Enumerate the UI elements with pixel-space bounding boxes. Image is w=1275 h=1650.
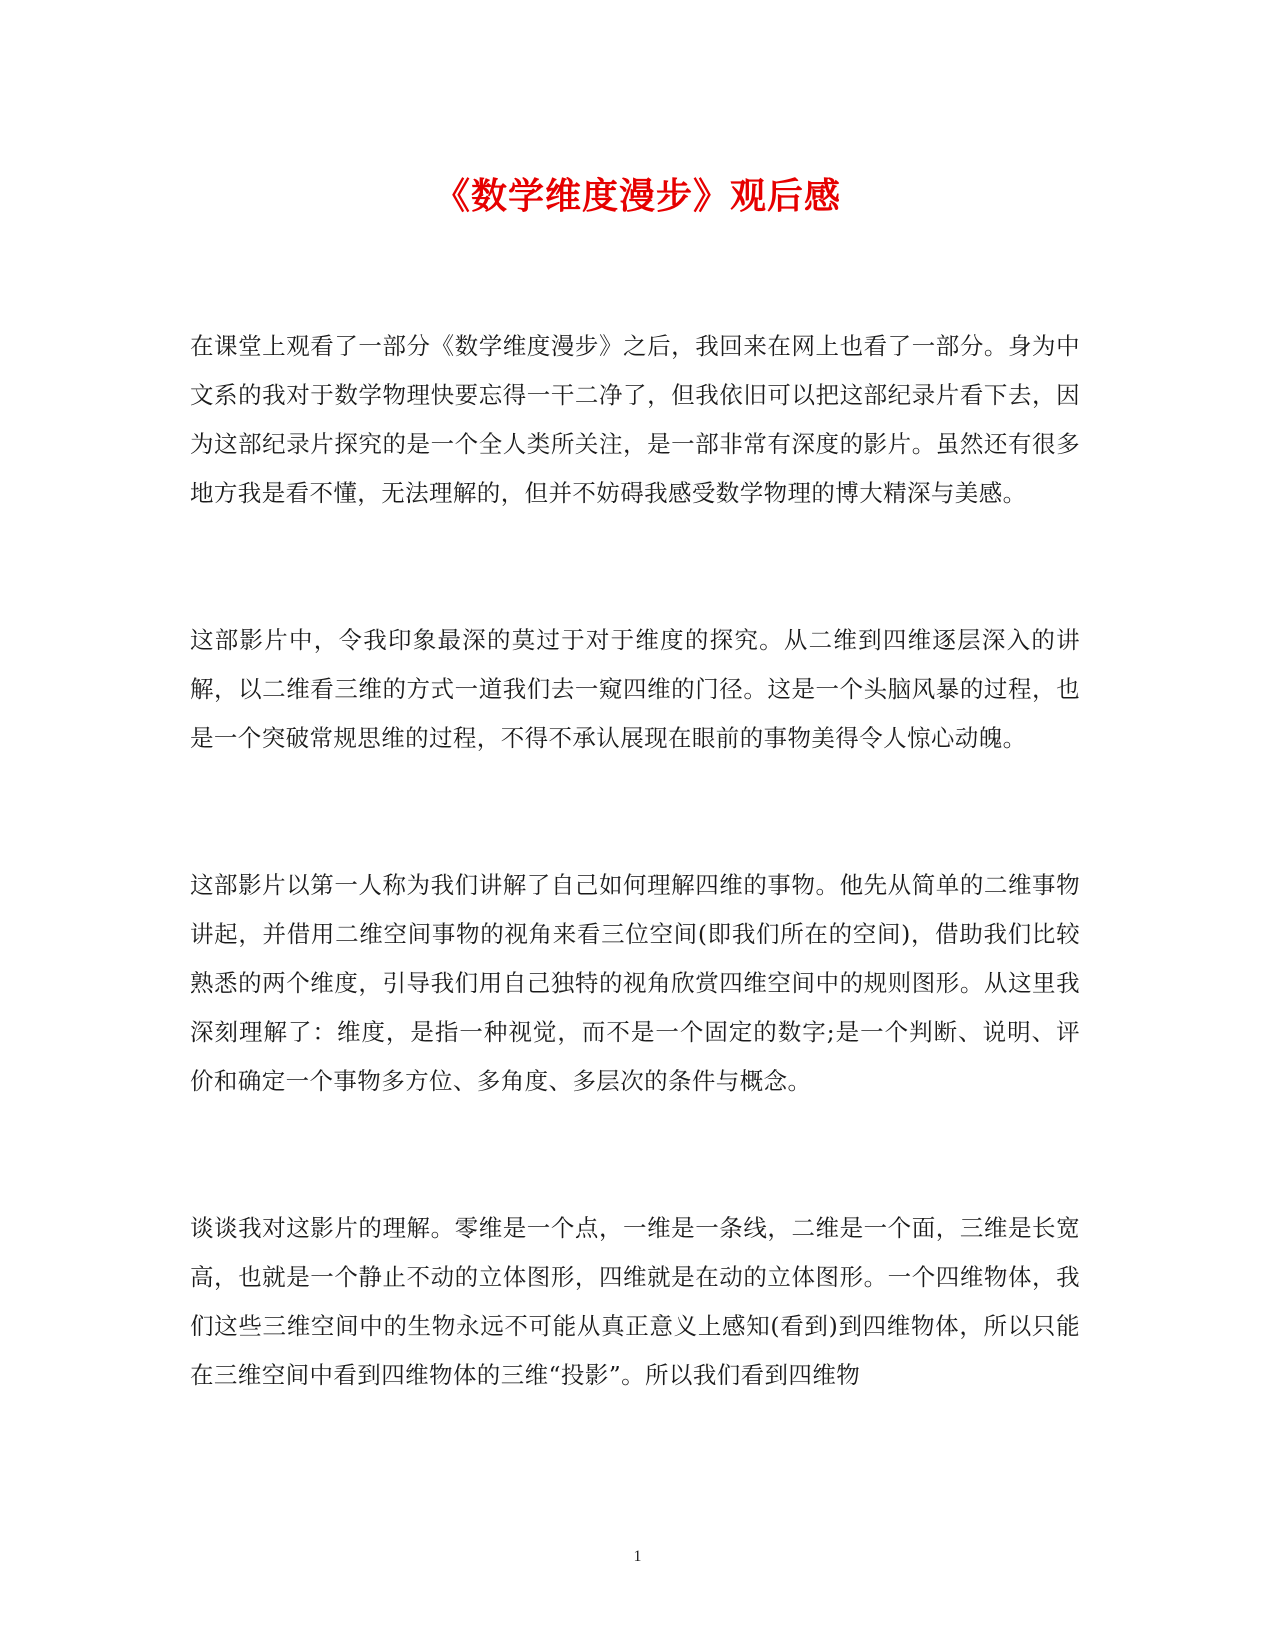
document-title: 《数学维度漫步》观后感	[433, 175, 841, 217]
paragraph-4: 谈谈我对这影片的理解。零维是一个点，一维是一条线，二维是一个面，三维是长宽高，也就是一个静止不动的立体图形，四维就是在动的立体图形。一个四维物体，我们这些三维空间中的生物永远不可能从真正意义上感知(看到)到四维物体，所以只能在三维空间中看到四维物体的三维“投影”。所以我们看到四维物	[190, 1214, 1080, 1389]
paragraph-3: 这部影片以第一人称为我们讲解了自己如何理解四维的事物。他先从简单的二维事物讲起，并借用二维空间事物的视角来看三位空间(即我们所在的空间)，借助我们比较熟悉的两个维度，引导我们用自己独特的视角欣赏四维空间中的规则图形。从这里我深刻理解了：维度，是指一种视觉，而不是一个固定的数字;是一个判断、说明、评价和确定一个事物多方位、多角度、多层次的条件与概念。	[190, 871, 1080, 1095]
paragraph-2: 这部影片中，令我印象最深的莫过于对于维度的探究。从二维到四维逐层深入的讲解，以二维看三维的方式一道我们去一窥四维的门径。这是一个头脑风暴的过程，也是一个突破常规思维的过程，不得不承认展现在眼前的事物美得令人惊心动魄。	[190, 626, 1080, 752]
page-number: 1	[633, 1548, 642, 1565]
document-body	[190, 322, 1080, 1400]
paragraph-1: 在课堂上观看了一部分《数学维度漫步》之后，我回来在网上也看了一部分。身为中文系的我对于数学物理快要忘得一干二净了，但我依旧可以把这部纪录片看下去，因为这部纪录片探究的是一个全人类所关注，是一部非常有深度的影片。虽然还有很多地方我是看不懂，无法理解的，但并不妨碍我感受数学物理的博大精深与美感。	[190, 332, 1080, 507]
